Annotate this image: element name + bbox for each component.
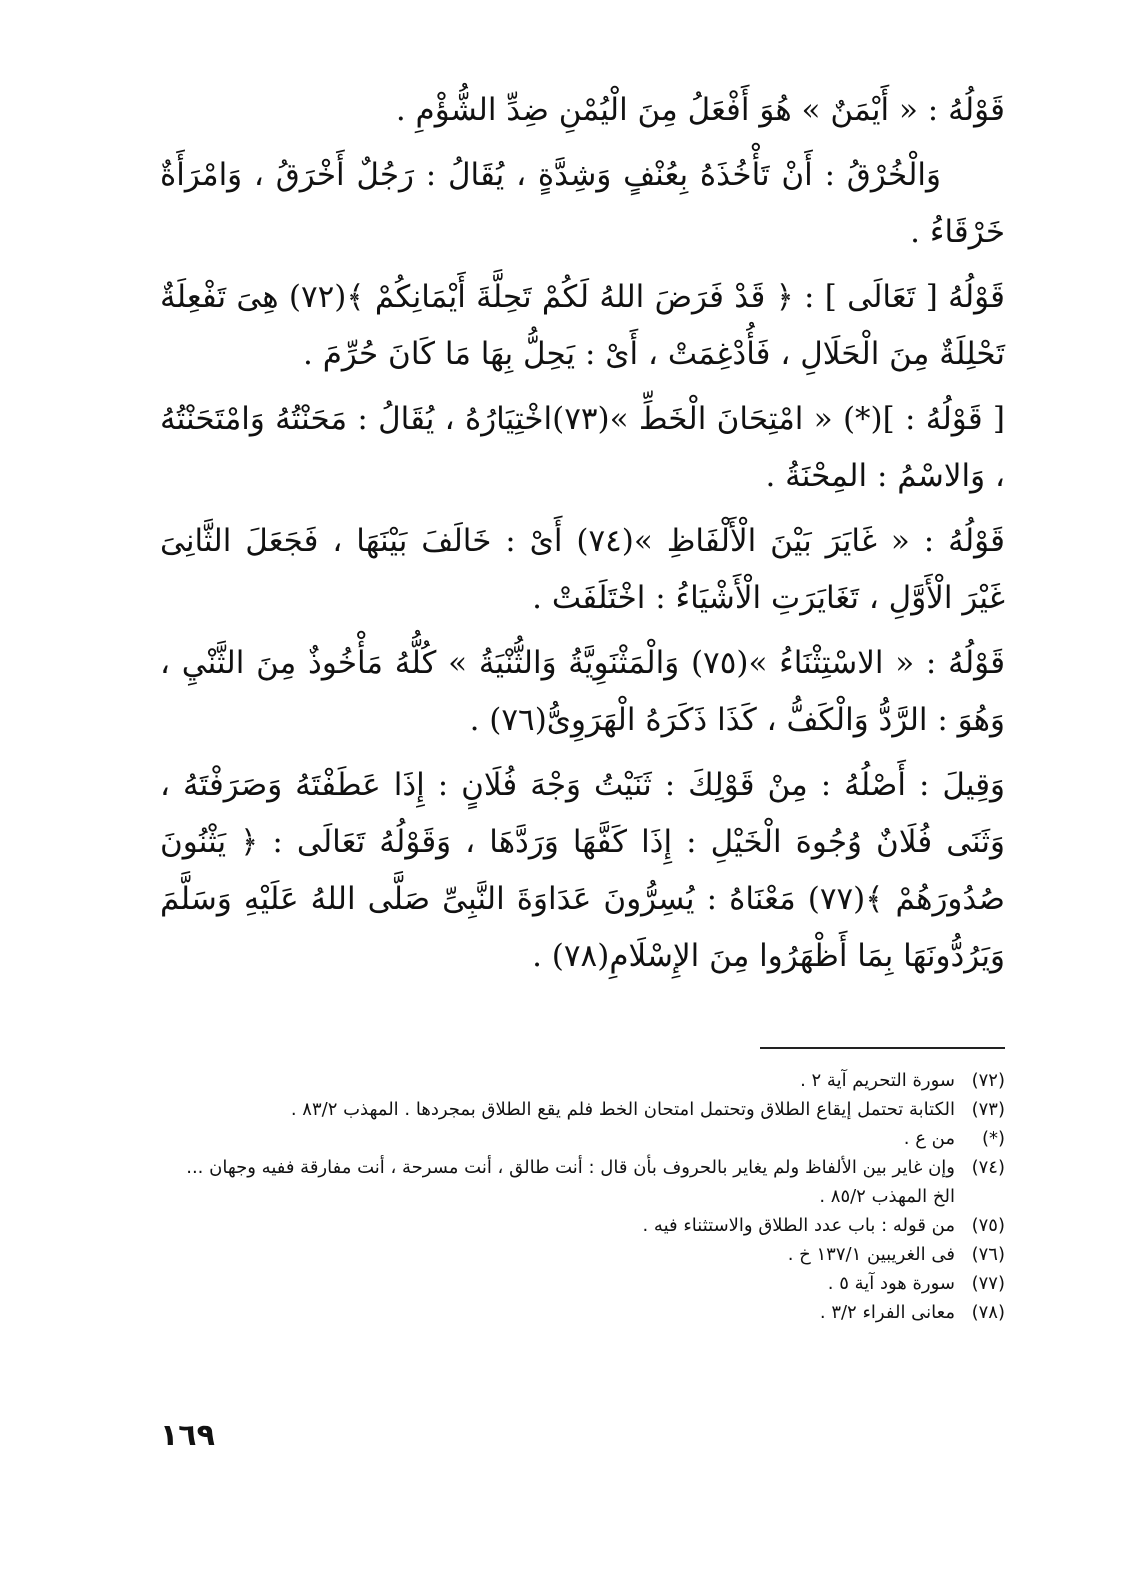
footnote-item	[160, 1240, 1005, 1269]
footnote-number: (٧٤)	[971, 1157, 1005, 1178]
footnote-text: سورة التحريم آية ٢ .	[800, 1070, 955, 1091]
footnote-text: وإن غاير بين الألفاظ ولم يغاير بالحروف بأن قال : أنت طالق ، أنت مسرحة ، أنت مفارقة ففيه وجهان ... الخ المهذب ٨٥/٢ .	[186, 1157, 955, 1207]
paragraph-istithna: قَوْلُهُ : « الاسْتِثْنَاءُ »(٧٥) وَالْمَثْنَوِيَّةُ وَالثُّنْيَةُ » كُلُّهُ مَأْخُوذٌ مِنَ الثَّنْيِ ، وَهُوَ : الرَّدُّ وَالْكَفُّ ، كَذَا ذَكَرَهُ الْهَرَوِىُّ(٧٦) .	[160, 645, 1006, 738]
page-number: ١٦٩	[160, 1418, 215, 1453]
footnote-number: (٧٦)	[971, 1244, 1005, 1265]
footnote-item	[160, 1124, 1005, 1153]
footnote-text: الكتابة تحتمل إيقاع الطلاق وتحتمل امتحان الخط فلم يقع الطلاق بمجردها . المهذب ٨٣/٢ .	[290, 1099, 955, 1120]
paragraph-aymanun: قَوْلُهُ : « أَيْمَنٌ » هُوَ أَفْعَلُ مِنَ الْيُمْنِ ضِدِّ الشُّؤْمِ .	[395, 92, 1005, 128]
footnote-item	[160, 1153, 1005, 1211]
footnote-number: (*)	[981, 1128, 1005, 1149]
footnote-number: (٧٢)	[971, 1070, 1005, 1091]
footnote-item	[160, 1298, 1005, 1327]
footnote-number: (٧٣)	[971, 1099, 1005, 1120]
paragraph-ghayara: قَوْلُهُ : « غَايَرَ بَيْنَ الْأَلْفَاظِ »(٧٤) أَىْ : خَالَفَ بَيْنَهَا ، فَجَعَلَ الثَّانِىَ غَيْرَ الْأَوَّلِ ، تَغَايَرَتِ الْأَشْيَاءُ : اخْتَلَفَتْ .	[160, 523, 1006, 616]
footnote-item	[160, 1095, 1005, 1124]
footnote-text: معانى الفراء ٣/٢ .	[819, 1302, 955, 1323]
paragraph-asluhu: وَقِيلَ : أَصْلُهُ : مِنْ قَوْلِكَ : ثَنَيْتُ وَجْهَ فُلَانٍ : إِذَا عَطَفْتَهُ وَصَرَفْتَهُ ، وَثَنَى فُلَانٌ وُجُوهَ الْخَيْلِ : إِذَا كَفَّهَا وَرَدَّهَا ، وَقَوْلُهُ تَعَالَى : ﴿ يَثْنُونَ صُدُورَهُمْ ﴾(٧٧) مَعْنَاهُ : يُسِرُّونَ عَدَاوَةَ النَّبِىِّ صَلَّى اللهُ عَلَيْهِ وَسَلَّمَ وَيَرُدُّونَهَا بِمَا أَظْهَرُوا مِنَ الإِسْلَامِ(٧٨) .	[160, 767, 1005, 974]
paragraph-al-khurq: وَالْخُرْقُ : أَنْ تَأْخُذَهُ بِعُنْفٍ وَشِدَّةٍ ، يُقَالُ : رَجُلٌ أَخْرَقُ ، وَامْرَأَةٌ خَرْقَاءُ .	[160, 157, 1005, 250]
footnote-text: من ع .	[903, 1128, 955, 1149]
footnotes	[160, 1066, 1005, 1327]
footnote-text: سورة هود آية ٥ .	[827, 1273, 955, 1294]
footnote-number: (٧٨)	[971, 1302, 1005, 1323]
footnote-text: فى الغريبين ١٣٧/١ خ .	[787, 1244, 955, 1265]
footnote-item	[160, 1269, 1005, 1298]
paragraph-imtihan-al-khatt: [ قَوْلُهُ : ](*) « امْتِحَانَ الْخَطِّ »(٧٣)اخْتِيَارُهُ ، يُقَالُ : مَحَنْتُهُ وَامْتَحَنْتُهُ ، وَالاسْمُ : المِحْنَةُ .	[160, 401, 1006, 494]
footnote-item	[160, 1066, 1005, 1095]
footnote-text: من قوله : باب عدد الطلاق والاستثناء فيه .	[642, 1215, 955, 1236]
footnote-number: (٧٧)	[971, 1273, 1005, 1294]
footnote-item	[160, 1211, 1005, 1240]
footnote-number: (٧٥)	[971, 1215, 1005, 1236]
paragraph-tahillah: قَوْلُهُ [ تَعَالَى ] : ﴿ قَدْ فَرَضَ اللهُ لَكُمْ تَحِلَّةَ أَيْمَانِكُمْ ﴾(٧٢) هِىَ تَفْعِلَةٌ تَحْلِلَةٌ مِنَ الْحَلَالِ ، فَأُدْغِمَتْ ، أَىْ : يَحِلُّ بِهَا مَا كَانَ حُرِّمَ .	[160, 279, 1005, 372]
main-text	[160, 82, 1005, 993]
footnote-divider	[760, 1047, 1005, 1049]
